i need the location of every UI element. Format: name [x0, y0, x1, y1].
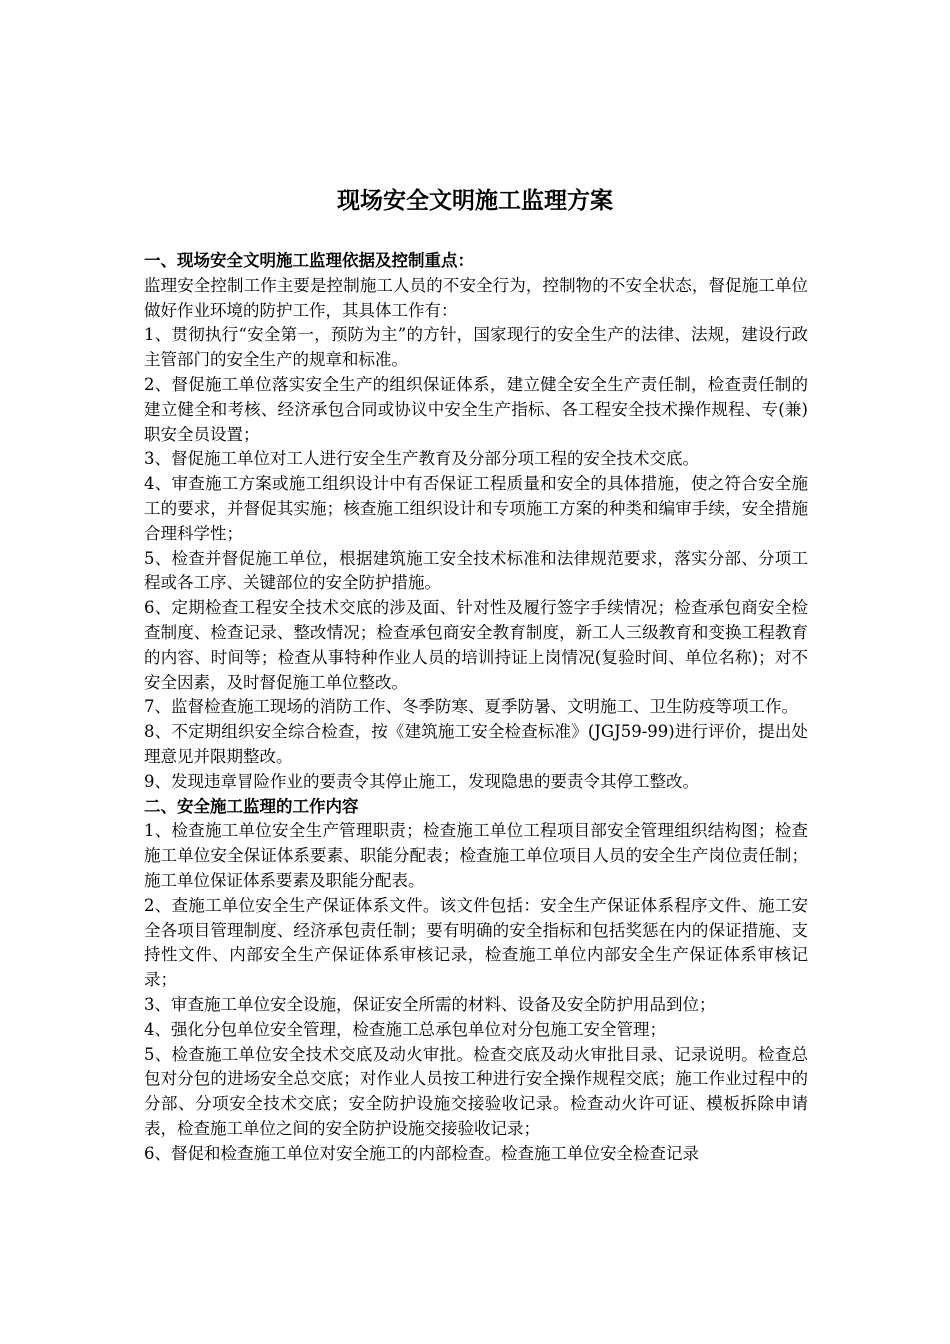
section-1-item: 3、督促施工单位对工人进行安全生产教育及分部分项工程的安全技术交底。: [144, 449, 699, 469]
section-2-item: 4、强化分包单位安全管理，检查施工总承包单位对分包施工安全管理；: [144, 1019, 666, 1039]
section-2-item: 3、审查施工单位安全设施，保证安全所需的材料、设备及安全防护用品到位；: [144, 994, 716, 1014]
section-1-item: 6、定期检查工程安全技术交底的涉及面、针对性及履行签字手续情况；检查承包商安全检查制度、检查记录、整改情况；检查承包商安全教育制度，新工人三级教育和变换工程教育的内容、时间等；检查从事特种作业人员的培训持证上岗情况(复验时间、单位名称)；对不安全因素，及时督促施工单位整改。: [144, 598, 808, 692]
section-2-heading: 二、安全施工监理的工作内容: [144, 796, 359, 816]
section-1-item: 8、不定期组织安全综合检查，按《建筑施工安全检查标准》(JGJ59-99)进行评价，提出处理意见并限期整改。: [144, 722, 808, 766]
section-1-intro: 监理安全控制工作主要是控制施工人员的不安全行为，控制物的不安全状态，督促施工单位做好作业环境的防护工作，其具体工作有：: [144, 275, 808, 320]
section-2-item: 2、查施工单位安全生产保证体系文件。该文件包括：安全生产保证体系程序文件、施工安全各项目管理制度、经济承包责任制；要有明确的安全指标和包括奖惩在内的保证措施、支持性文件、内部安全生产保证体系审核记录，检查施工单位内部安全生产保证体系审核记录；: [144, 895, 808, 990]
section-1-item: 2、督促施工单位落实安全生产的组织保证体系，建立健全安全生产责任制，检查责任制的建立健全和考核、经济承包合同或协议中安全生产指标、各工程安全技术操作规程、专(兼)职安全员设置；: [144, 374, 808, 444]
section-2-item: 1、检查施工单位安全生产管理职责；检查施工单位工程项目部安全管理组织结构图；检查施工单位安全保证体系要素、职能分配表；检查施工单位项目人员的安全生产岗位责任制；施工单位保证体系要素及职能分配表。: [144, 821, 808, 890]
section-1-item: 4、审查施工方案或施工组织设计中有否保证工程质量和安全的具体措施，使之符合安全施工的要求，并督促其实施；核查施工组织设计和专项施工方案的种类和编审手续，安全措施合理科学性；: [144, 474, 808, 543]
section-2-item: 5、检查施工单位安全技术交底及动火审批。检查交底及动火审批目录、记录说明。检查总包对分包的进场安全总交底；对作业人员按工种进行安全操作规程交底；施工作业过程中的分部、分项安全技术交底；安全防护设施交接验收记录。检查动火许可证、模板拆除申请表，检查施工单位之间的安全防护设施交接验收记录；: [144, 1044, 808, 1138]
section-1-heading: 一、现场安全文明施工监理依据及控制重点：: [144, 251, 474, 270]
document-body: [144, 249, 808, 1166]
section-1-item: 9、发现违章冒险作业的要责令其停止施工，发现隐患的要责令其停工整改。: [144, 771, 699, 791]
section-2-item: 6、督促和检查施工单位对安全施工的内部检查。检查施工单位安全检查记录: [144, 1143, 699, 1163]
section-1-item: 1、贯彻执行“安全第一，预防为主”的方针，国家现行的安全生产的法律、法规，建设行政主管部门的安全生产的规章和标准。: [144, 325, 808, 370]
section-1-item: 5、检查并督促施工单位，根据建筑施工安全技术标准和法律规范要求，落实分部、分项工程或各工序、关键部位的安全防护措施。: [144, 548, 808, 593]
document-title: 现场安全文明施工监理方案: [337, 187, 613, 214]
section-1-item: 7、监督检查施工现场的消防工作、冬季防寒、夏季防暑、文明施工、卫生防疫等项工作。: [144, 697, 798, 717]
